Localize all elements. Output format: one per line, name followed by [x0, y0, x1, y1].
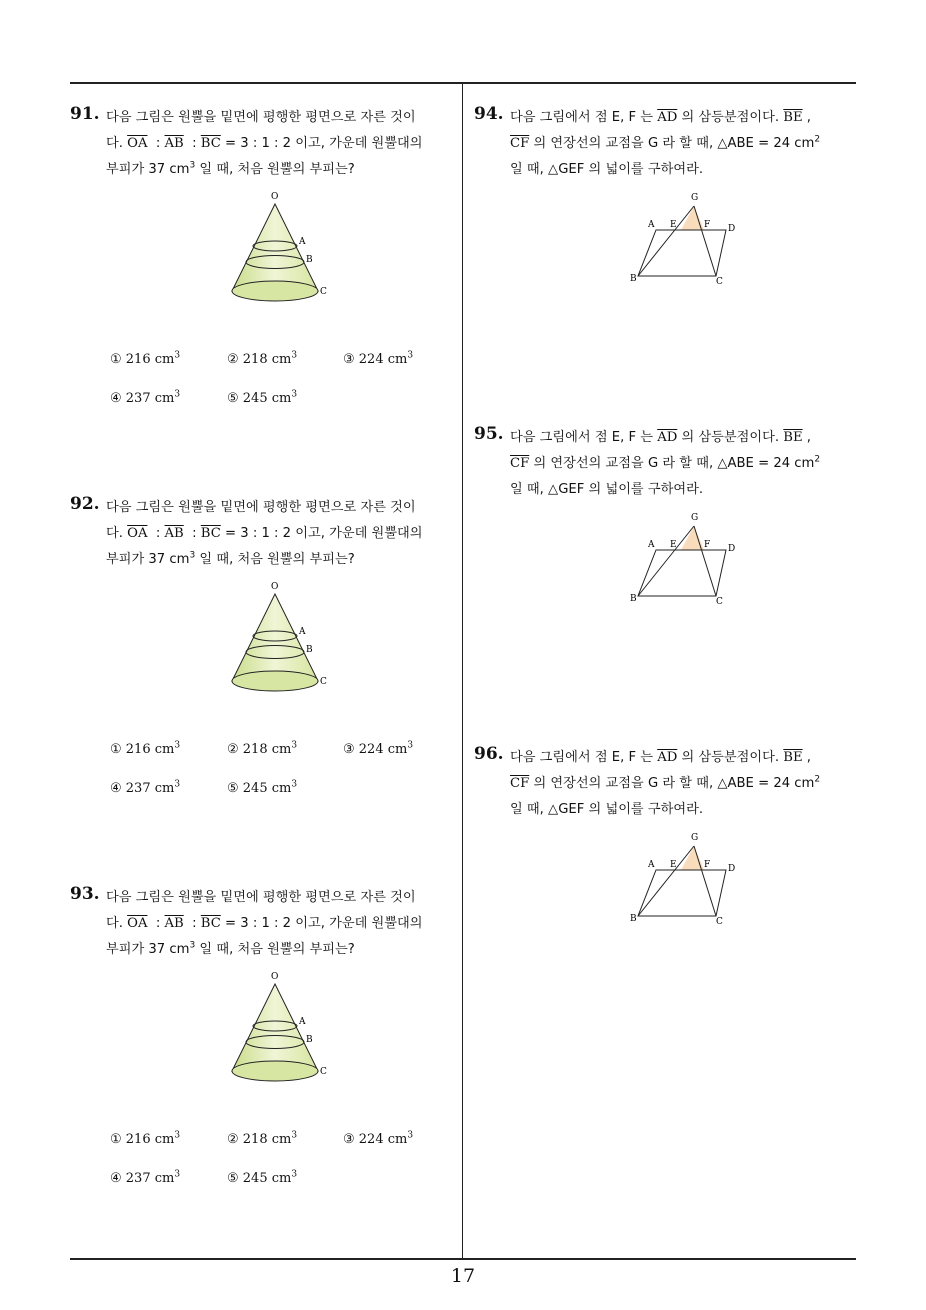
problem-number: 92.	[70, 494, 100, 514]
label-b: B	[630, 594, 637, 604]
line-bg	[638, 846, 694, 916]
line-cg	[694, 846, 716, 916]
text-trisection: 의 삼등분점이다.	[681, 430, 780, 445]
segment-oa: $\overline{OA}$	[127, 136, 148, 151]
comma: ,	[806, 430, 811, 445]
label-c: C	[716, 917, 723, 927]
parallelogram-figure-94	[622, 188, 752, 288]
choice-2[interactable]: ② 218 $cm^3$	[227, 1130, 298, 1147]
parallelogram-abcd	[638, 870, 726, 916]
label-a: A	[299, 1017, 306, 1027]
text-area-given: 의 연장선의 교점을 G 라 할 때, △ABE = 24 cm	[533, 776, 815, 791]
line-cg	[694, 526, 716, 596]
segment-bc: $\overline{BC}$	[200, 136, 221, 151]
label-b: B	[306, 255, 313, 265]
choice-4[interactable]: ④ 237 $cm^3$	[110, 1169, 181, 1186]
label-b: B	[630, 914, 637, 924]
choice-5[interactable]: ⑤ 245 $cm^3$	[227, 389, 298, 406]
top-rule	[70, 82, 856, 84]
text-line-1	[510, 105, 866, 131]
segment-bc: $\overline{BC}$	[200, 526, 221, 541]
volume-exponent: 3	[189, 550, 196, 561]
text-line-1: 다음 그림은 원뿔을 밑면에 평행한 평면으로 자른 것이	[106, 890, 416, 905]
segment-ab: $\overline{AB}$	[164, 526, 184, 541]
text-line-2: 다. $\overline{OA}$ : $\overline{AB}$ : $\overline{BC} = 3$ : 1 : 2 이고, 가운데 원뿔대의	[106, 526, 423, 541]
segment-be: $\overline{BE}$	[783, 110, 803, 125]
text-trisection: 의 삼등분점이다.	[681, 110, 780, 125]
problem-number: 94.	[474, 104, 504, 124]
choice-3[interactable]: ③ 224 $cm^3$	[343, 350, 414, 367]
text-da: 다.	[106, 916, 123, 931]
text-line-3	[106, 547, 462, 573]
question-text: 일 때, 처음 원뿔의 부피는?	[199, 552, 355, 567]
segment-oa: $\overline{OA}$	[127, 916, 148, 931]
text-start: 다음 그림에서 점 E, F 는	[510, 430, 653, 445]
label-b: B	[306, 1035, 313, 1045]
segment-ad: $\overline{AD}$	[657, 110, 678, 125]
text-line-2	[510, 451, 866, 477]
cone-body	[232, 594, 318, 681]
text-start: 다음 그림에서 점 E, F 는	[510, 110, 653, 125]
choice-1[interactable]: ① 216 $cm^3$	[110, 740, 181, 757]
text-line-3: 일 때, △GEF 의 넓이를 구하여라.	[510, 802, 704, 817]
label-o: O	[271, 582, 279, 592]
label-f: F	[704, 540, 711, 550]
problem-text	[510, 105, 866, 183]
cone-figure-93	[222, 968, 342, 1088]
text-line-3	[106, 937, 462, 963]
question-text: 일 때, 처음 원뿔의 부피는?	[199, 162, 355, 177]
parallelogram-abcd	[638, 550, 726, 596]
segment-be: $\overline{BE}$	[783, 430, 803, 445]
cone-figure-91	[222, 188, 342, 308]
segment-ab: $\overline{AB}$	[164, 136, 184, 151]
label-c: C	[320, 287, 327, 297]
label-e: E	[670, 220, 677, 230]
label-c: C	[716, 597, 723, 607]
line-bg	[638, 526, 694, 596]
cone-figure-92	[222, 578, 342, 698]
problem-text	[106, 885, 462, 963]
problem-number: 93.	[70, 884, 100, 904]
choice-5[interactable]: ⑤ 245 $cm^3$	[227, 779, 298, 796]
problem-number: 95.	[474, 424, 504, 444]
text-trisection: 의 삼등분점이다.	[681, 750, 780, 765]
segment-oa: $\overline{OA}$	[127, 526, 148, 541]
cone-base	[232, 1061, 318, 1081]
label-d: D	[728, 224, 736, 234]
area-exponent: 2	[814, 134, 821, 145]
label-c: C	[320, 1067, 327, 1077]
segment-be: $\overline{BE}$	[783, 750, 803, 765]
label-a: A	[299, 237, 306, 247]
column-divider	[462, 82, 463, 1258]
line-bg	[638, 206, 694, 276]
text-line-2	[510, 771, 866, 797]
segment-cf: $\overline{CF}$	[510, 456, 530, 471]
volume-value: 부피가 37 cm	[106, 552, 190, 567]
segment-ad: $\overline{AD}$	[657, 430, 678, 445]
problem-text	[106, 105, 462, 183]
label-o: O	[271, 972, 279, 982]
area-exponent: 2	[814, 774, 821, 785]
label-d: D	[728, 864, 736, 874]
text-da: 다.	[106, 136, 123, 151]
text-line-2	[510, 131, 866, 157]
ratio-expression: = 3 : 1 : 2 이고, 가운데 원뿔대의	[225, 136, 423, 151]
choice-3[interactable]: ③ 224 $cm^3$	[343, 740, 414, 757]
segment-ad: $\overline{AD}$	[657, 750, 678, 765]
cone-body	[232, 984, 318, 1071]
text-line-3	[106, 157, 462, 183]
problem-number: 96.	[474, 744, 504, 764]
parallelogram-figure-96	[622, 828, 752, 928]
volume-value: 부피가 37 cm	[106, 942, 190, 957]
page-number: 17	[450, 1265, 476, 1287]
text-line-1: 다음 그림은 원뿔을 밑면에 평행한 평면으로 자른 것이	[106, 110, 416, 125]
choice-4[interactable]: ④ 237 $cm^3$	[110, 389, 181, 406]
choice-2[interactable]: ② 218 $cm^3$	[227, 740, 298, 757]
text-line-2: 다. $\overline{OA}$ : $\overline{AB}$ : $\overline{BC} = 3$ : 1 : 2 이고, 가운데 원뿔대의	[106, 136, 423, 151]
label-c: C	[320, 677, 327, 687]
choice-5[interactable]: ⑤ 245 $cm^3$	[227, 1169, 298, 1186]
label-a: A	[648, 860, 655, 870]
segment-cf: $\overline{CF}$	[510, 776, 530, 791]
problem-text	[510, 425, 866, 503]
problem-text	[510, 745, 866, 823]
choice-2[interactable]: ② 218 $cm^3$	[227, 350, 298, 367]
bottom-rule	[70, 1258, 856, 1260]
text-line-1: 다음 그림은 원뿔을 밑면에 평행한 평면으로 자른 것이	[106, 500, 416, 515]
text-line-3: 일 때, △GEF 의 넓이를 구하여라.	[510, 482, 704, 497]
label-f: F	[704, 860, 711, 870]
cone-base	[232, 671, 318, 691]
volume-value: 부피가 37 cm	[106, 162, 190, 177]
label-b: B	[630, 274, 637, 284]
label-a: A	[299, 627, 306, 637]
comma: ,	[806, 110, 811, 125]
label-e: E	[670, 540, 677, 550]
text-line-1	[510, 425, 866, 451]
ratio-expression: = 3 : 1 : 2 이고, 가운데 원뿔대의	[225, 526, 423, 541]
volume-exponent: 3	[189, 160, 196, 171]
label-a: A	[648, 540, 655, 550]
cone-body	[232, 204, 318, 291]
segment-ab: $\overline{AB}$	[164, 916, 184, 931]
label-o: O	[271, 192, 279, 202]
question-text: 일 때, 처음 원뿔의 부피는?	[199, 942, 355, 957]
problem-text	[106, 495, 462, 573]
choice-1[interactable]: ① 216 $cm^3$	[110, 350, 181, 367]
ratio-expression: = 3 : 1 : 2 이고, 가운데 원뿔대의	[225, 916, 423, 931]
parallelogram-abcd	[638, 230, 726, 276]
volume-exponent: 3	[189, 940, 196, 951]
label-a: A	[648, 220, 655, 230]
text-line-2: 다. $\overline{OA}$ : $\overline{AB}$ : $\overline{BC} = 3$ : 1 : 2 이고, 가운데 원뿔대의	[106, 916, 423, 931]
label-g: G	[691, 833, 699, 843]
label-e: E	[670, 860, 677, 870]
segment-cf: $\overline{CF}$	[510, 136, 530, 151]
label-g: G	[691, 193, 699, 203]
label-c: C	[716, 277, 723, 287]
label-f: F	[704, 220, 711, 230]
text-area-given: 의 연장선의 교점을 G 라 할 때, △ABE = 24 cm	[533, 136, 815, 151]
text-line-3: 일 때, △GEF 의 넓이를 구하여라.	[510, 162, 704, 177]
label-b: B	[306, 645, 313, 655]
parallelogram-figure-95	[622, 508, 752, 608]
text-da: 다.	[106, 526, 123, 541]
segment-bc: $\overline{BC}$	[200, 916, 221, 931]
text-area-given: 의 연장선의 교점을 G 라 할 때, △ABE = 24 cm	[533, 456, 815, 471]
label-g: G	[691, 513, 699, 523]
line-cg	[694, 206, 716, 276]
choice-3[interactable]: ③ 224 $cm^3$	[343, 1130, 414, 1147]
area-exponent: 2	[814, 454, 821, 465]
choice-1[interactable]: ① 216 $cm^3$	[110, 1130, 181, 1147]
comma: ,	[806, 750, 811, 765]
label-d: D	[728, 544, 736, 554]
text-line-1	[510, 745, 866, 771]
text-start: 다음 그림에서 점 E, F 는	[510, 750, 653, 765]
choice-4[interactable]: ④ 237 $cm^3$	[110, 779, 181, 796]
cone-base	[232, 281, 318, 301]
problem-number: 91.	[70, 104, 100, 124]
